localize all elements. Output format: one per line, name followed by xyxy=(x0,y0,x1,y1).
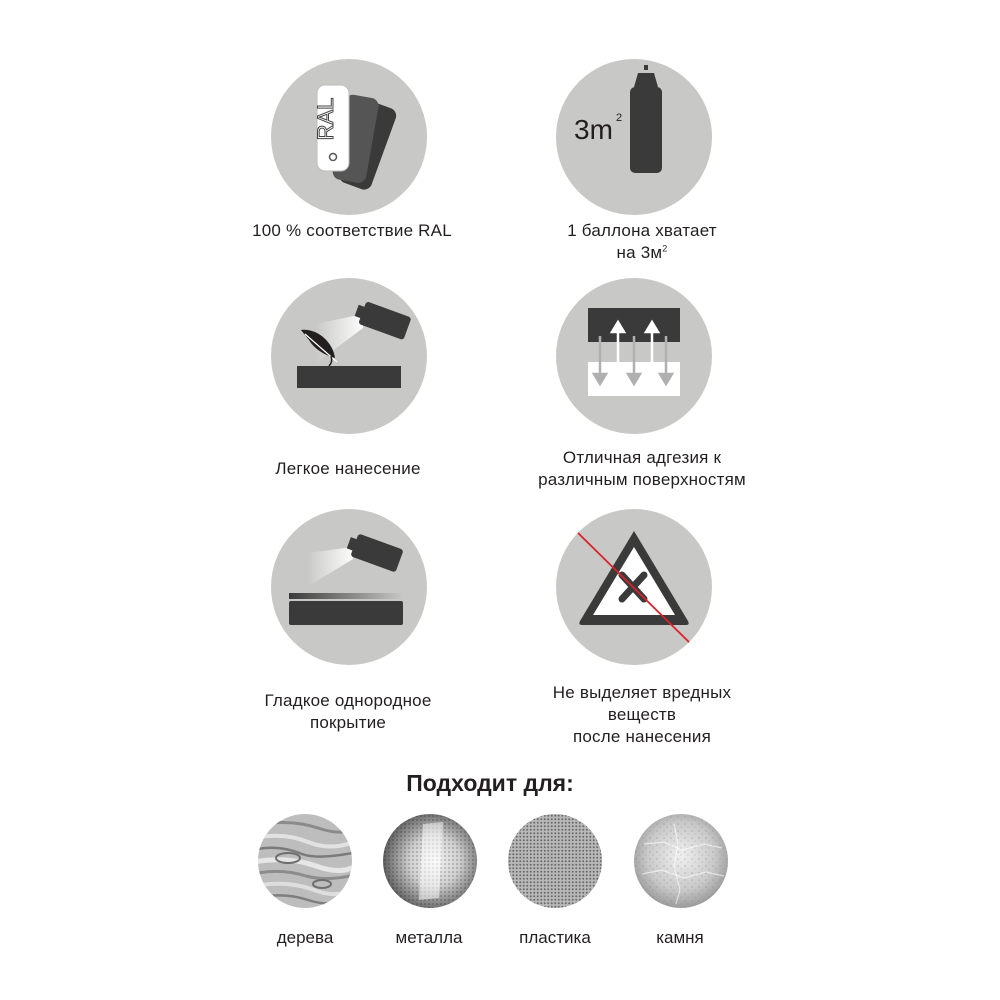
smooth-coating-icon xyxy=(271,509,427,665)
stone-label: камня xyxy=(656,928,704,947)
metal-label: металла xyxy=(395,928,463,947)
smooth-caption-line2: покрытие xyxy=(309,713,387,732)
easy-apply-caption: Легкое нанесение xyxy=(275,459,421,478)
smooth-caption xyxy=(198,690,498,734)
suitable-for-heading: Подходит для: xyxy=(406,770,574,796)
wood-texture-icon xyxy=(258,814,352,908)
smooth-caption-line1: Гладкое однородное xyxy=(264,691,432,710)
coverage-icon-sup: 2 xyxy=(616,112,623,124)
spray-can-coverage-icon xyxy=(556,59,712,215)
adhesion-arrows-icon xyxy=(556,278,712,434)
coverage-caption-line1: 1 баллона хватает xyxy=(567,221,717,240)
non-toxic-caption-line1: Не выделяет вредных xyxy=(552,683,732,702)
feather-spray-icon xyxy=(271,278,427,434)
non-toxic-caption-line3: после нанесения xyxy=(573,727,711,746)
adhesion-caption-line1: Отличная адгезия к xyxy=(562,448,722,467)
coverage-caption-line2: на $3м^2$ xyxy=(616,243,668,262)
ral-icon-text: RAL xyxy=(313,97,338,141)
coverage-caption xyxy=(492,220,792,264)
ral-caption: 100 % соответствие RAL xyxy=(252,221,452,240)
wood-label: дерева xyxy=(276,928,334,947)
plastic-label: пластика xyxy=(519,928,591,947)
adhesion-caption-line2: различным поверхностям xyxy=(538,470,746,489)
stone-texture-icon xyxy=(634,814,728,908)
coverage-icon-text: 3m xyxy=(574,114,613,145)
ral-fan-deck-icon xyxy=(271,59,427,215)
crossed-hazard-icon xyxy=(556,509,712,665)
plastic-texture-icon xyxy=(508,814,602,908)
adhesion-caption xyxy=(492,447,792,491)
non-toxic-caption-line2: веществ xyxy=(607,705,677,724)
non-toxic-caption xyxy=(492,682,792,748)
metal-texture-icon xyxy=(383,814,477,908)
